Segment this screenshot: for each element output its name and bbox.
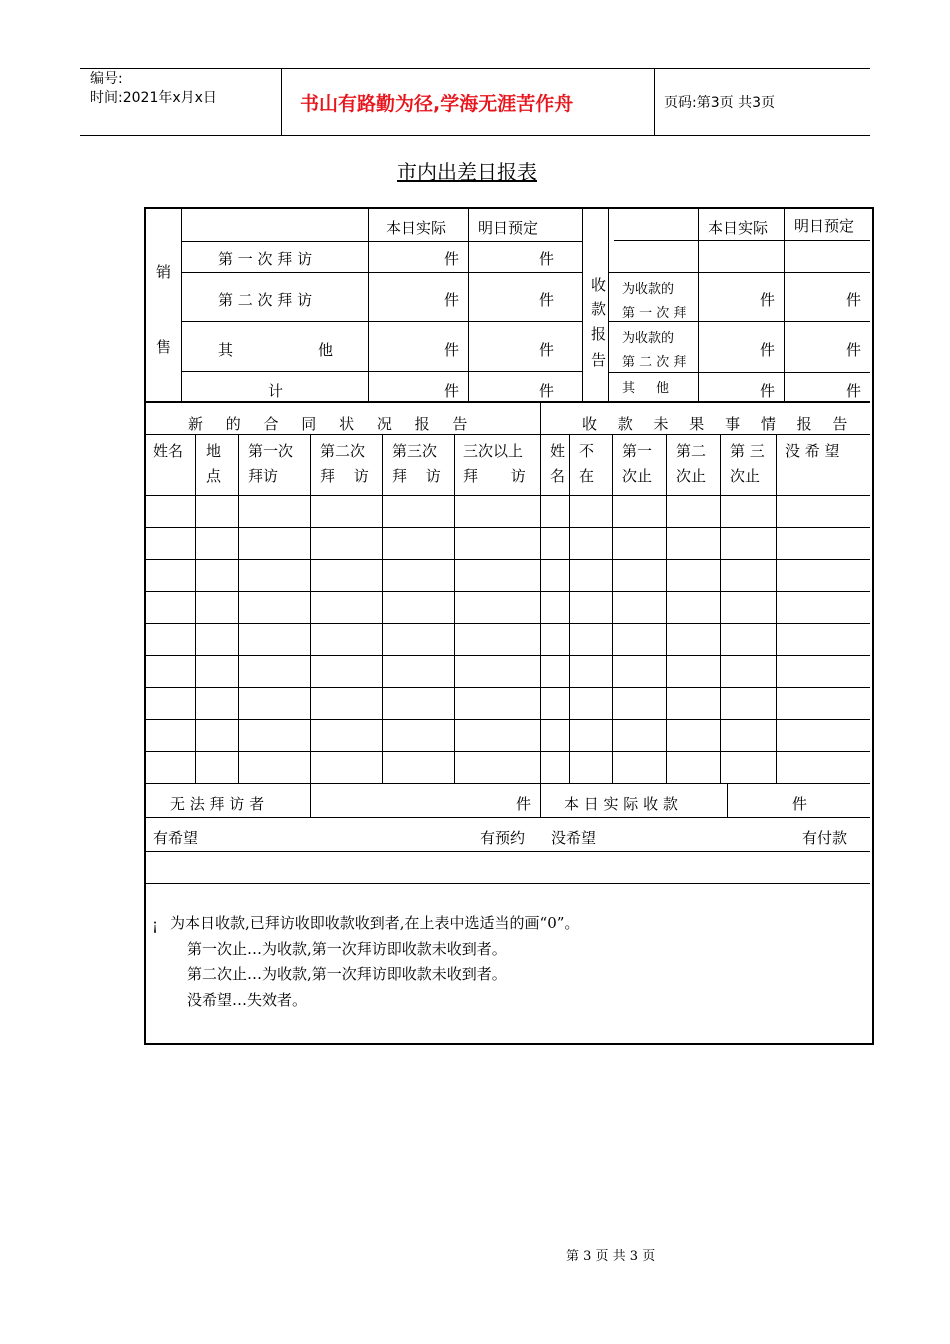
col-header-name-right: 姓 (550, 442, 566, 460)
unable-visit-unit: 件 (516, 795, 532, 813)
sales-row-tomorrow: 件 (539, 341, 555, 359)
col-header-name: 姓名 (153, 442, 184, 460)
sales-row-label-b: 他 (318, 341, 334, 359)
sales-total-label: 计 (268, 382, 284, 400)
col-header-hopeless: 没 希 望 (785, 442, 840, 460)
sales-total-tomorrow: 件 (539, 382, 555, 400)
sales-row-today: 件 (444, 341, 460, 359)
notes-line: 没希望…失效者。 (187, 991, 308, 1009)
sales-total-today: 件 (444, 382, 460, 400)
sales-row-label: 第 二 次 拜 访 (218, 291, 313, 309)
notes-line: 第一次止…为收款,第一次拜访即收款未收到者。 (187, 940, 507, 958)
col-header-visit-3: 拜 访 (392, 467, 441, 485)
collection-row-tomorrow: 件 (846, 341, 862, 359)
sales-row-tomorrow: 件 (539, 291, 555, 309)
today-collection-label: 本 日 实 际 收 款 (564, 795, 678, 813)
sales-row-tomorrow: 件 (539, 250, 555, 268)
col-header-visit-2: 拜 访 (320, 467, 369, 485)
sales-row-today: 件 (444, 291, 460, 309)
sales-row-label-a: 其 (218, 341, 234, 359)
col-header-absent: 不 (579, 442, 595, 460)
sales-side-label-2: 售 (156, 338, 172, 356)
collection-col-today: 本日实际 (708, 219, 769, 237)
col-header-visit-more: 拜 访 (463, 467, 526, 485)
motto-text: 书山有路勤为径,学海无涯苦作舟 (300, 93, 574, 115)
sales-row-label: 第 一 次 拜 访 (218, 250, 313, 268)
paid-label: 有付款 (802, 829, 848, 847)
collection-row-label-b: 他 (656, 381, 670, 396)
collection-col-tomorrow: 明日预定 (794, 217, 855, 235)
col-header-stop-1: 次止 (622, 467, 653, 485)
notes-bullet: ¡ (152, 916, 159, 934)
collection-row-label-1: 为收款的 (622, 331, 675, 346)
notes-line: 第二次止…为收款,第一次拜访即收款未收到者。 (187, 965, 507, 983)
col-header-stop-3: 第 三 (730, 442, 765, 460)
col-header-visit-more: 三次以上 (463, 442, 524, 460)
collection-row-label-1: 为收款的 (622, 282, 675, 297)
unable-visit-label: 无 法 拜 访 者 (170, 795, 265, 813)
new-contract-section-title: 新 的 合 同 状 况 报 告 (188, 415, 468, 433)
sales-col-tomorrow: 明日预定 (478, 219, 539, 237)
col-header-name-right: 名 (550, 467, 566, 485)
sales-col-today: 本日实际 (386, 219, 447, 237)
collection-row-today: 件 (760, 382, 776, 400)
collection-row-today: 件 (760, 291, 776, 309)
col-header-visit-3: 第三次 (392, 442, 438, 460)
collection-row-label-2: 第 二 次 拜 (622, 355, 687, 370)
collection-failure-section-title: 收 款 未 果 事 情 报 告 (582, 415, 848, 433)
col-header-visit-1: 拜访 (248, 467, 279, 485)
sales-row-today: 件 (444, 250, 460, 268)
page-title: 市内出差日报表 (397, 160, 537, 184)
col-header-stop-2: 次止 (676, 467, 707, 485)
doc-number-label: 编号: (90, 71, 123, 87)
notes-line: 为本日收款,已拜访收即收款收到者,在上表中选适当的画“0”。 (170, 914, 580, 932)
sales-side-label-1: 销 (156, 263, 172, 281)
collection-row-today: 件 (760, 341, 776, 359)
collection-side-label: 告 (591, 351, 607, 369)
col-header-absent: 在 (579, 467, 595, 485)
collection-side-label: 款 (591, 300, 607, 318)
col-header-visit-2: 第二次 (320, 442, 366, 460)
hopeless-label: 没希望 (551, 829, 597, 847)
page-footer: 第 3 页 共 3 页 (566, 1249, 656, 1264)
collection-row-label-a: 其 (622, 381, 636, 396)
reserved-label: 有预约 (480, 829, 526, 847)
col-header-stop-1: 第一 (622, 442, 653, 460)
page-info: 页码:第3页 共3页 (664, 95, 775, 111)
hopeful-label: 有希望 (153, 829, 199, 847)
today-collection-unit: 件 (792, 795, 808, 813)
collection-row-tomorrow: 件 (846, 382, 862, 400)
collection-side-label: 收 (591, 276, 607, 294)
col-header-stop-2: 第二 (676, 442, 707, 460)
col-header-place: 点 (206, 467, 222, 485)
collection-row-tomorrow: 件 (846, 291, 862, 309)
col-header-visit-1: 第一次 (248, 442, 294, 460)
doc-time-label: 时间:2021年x月x日 (90, 90, 217, 106)
collection-side-label: 报 (591, 325, 607, 343)
col-header-stop-3: 次止 (730, 467, 761, 485)
col-header-place: 地 (206, 442, 222, 460)
collection-row-label-2: 第 一 次 拜 (622, 306, 687, 321)
